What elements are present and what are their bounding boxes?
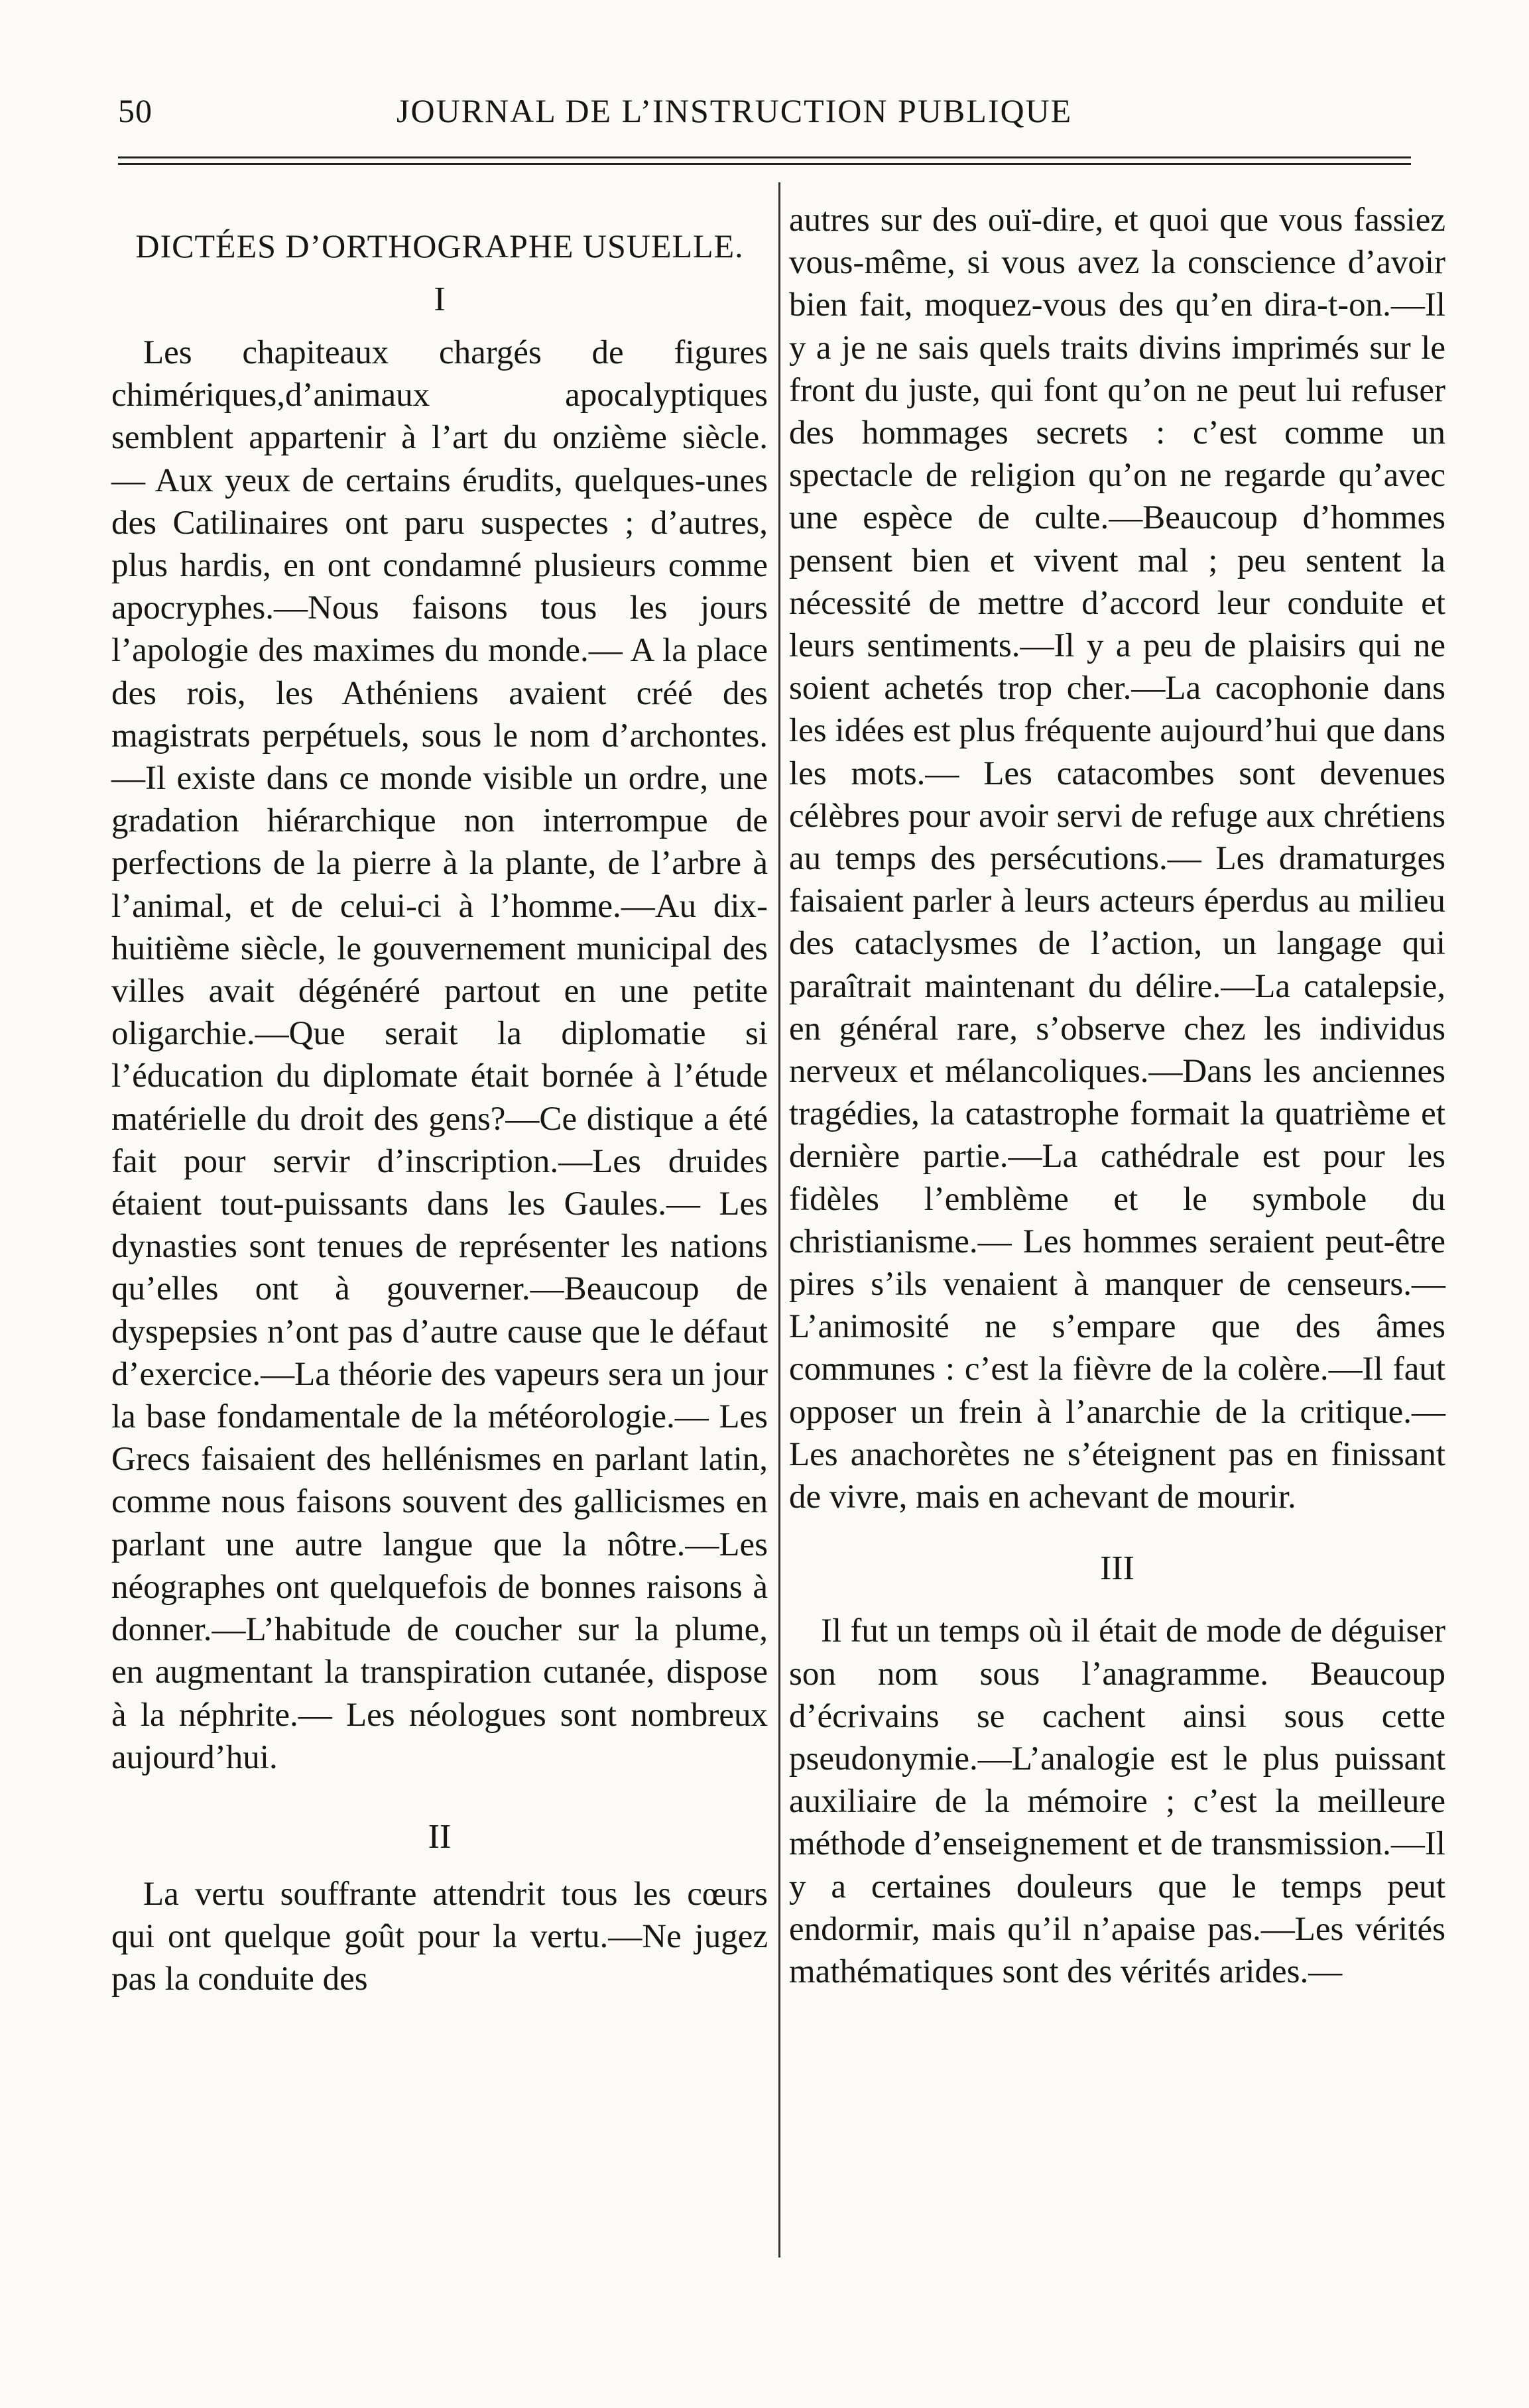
section-3-text: Il fut un temps où il était de mode de déguiser son nom sous l’anagramme. Beaucoup d’écrivains se cachent ainsi sous cette pseudonymie.—L’analogie est le plus puissant auxiliaire de la mémoire ; c’est la meilleure méthode d’enseignement et de transmission.—Il y a certaines douleurs que le temps peut endormir, mais qu’il n’apaise pas.—Les vérités mathématiques sont des vérités arides.—: [789, 1612, 1445, 1990]
right-column: [789, 199, 1445, 1993]
section-2-text-continued: autres sur des ouï-dire, et quoi que vous fassiez vous-même, si vous avez la conscience d’avoir bien fait, moquez-vous des qu’en dira-t-on.—Il y a je ne sais quels traits divins imprimés sur le front du juste, qui font qu’on ne peut lui refuser des hommages secrets : c’est comme un spectacle de religion qu’on ne regarde qu’avec une espèce de culte.—Beaucoup d’hommes pensent bien et vivent mal ; peu sentent la nécessité de mettre d’accord leur conduite et leurs sentiments.—Il y a peu de plaisirs qui ne soient achetés trop cher.—La cacophonie dans les idées est plus fréquente aujourd’hui que dans les mots.— Les catacombes sont devenues célèbres pour avoir servi de refuge aux chrétiens au temps des persécutions.— Les dramaturges faisaient parler à leurs acteurs éperdus au milieu des cataclysmes de l’action, un langage qui paraîtrait maintenant du délire.—La catalepsie, en général rare, s’observe chez les individus nerveux et mélancoliques.—Dans les anciennes tragédies, la catastrophe formait la quatrième et dernière partie.—La cathédrale est pour les fidèles l’emblème et le symbole du christianisme.— Les hommes seraient peut-être pires s’ils venaient à manquer de censeurs.—L’animosité ne s’empare que des âmes communes : c’est la fièvre de la colère.—Il faut opposer un frein à l’anarchie de la critique.—Les anachorètes ne s’éteignent pas en finissant de vivre, mais en achevant de mourir.: [789, 202, 1445, 1516]
section-1-text: Les chapiteaux chargés de figures chimériques,d’animaux apocalyptiques semblent appartenir à l’art du onzième siècle. — Aux yeux de certains érudits, quelques-unes des Catilinaires ont paru suspectes ; d’autres, plus hardis, en ont condamné plusieurs comme apocryphes.—Nous faisons tous les jours l’apologie des maximes du monde.— A la place des rois, les Athéniens avaient créé des magistrats perpétuels, sous le nom d’archontes.—Il existe dans ce monde visible un ordre, une gradation hiérarchique non interrompue de perfections de la pierre à la plante, de l’arbre à l’animal, et de celui-ci à l’homme.—Au dix-huitième siècle, le gouvernement municipal des villes avait dégénéré partout en une petite oligarchie.—Que serait la diplomatie si l’éducation du diplomate était bornée à l’étude matérielle du droit des gens?—Ce distique a été fait pour servir d’inscription.—Les druides étaient tout-puissants dans les Gaules.— Les dynasties sont tenues de représenter les nations qu’elles ont à gouverner.—Beaucoup de dyspepsies n’ont pas d’autre cause que le défaut d’exercice.—La théorie des vapeurs sera un jour la base fondamentale de la météorologie.— Les Grecs faisaient des hellénismes en parlant latin, comme nous faisons souvent des gallicismes en parlant une autre langue que la nôtre.—Les néographes ont quelquefois de bonnes raisons à donner.—L’habitude de coucher sur la plume, en augmentant la transpiration cutanée, dispose à la néphrite.— Les néologues sont nombreux aujourd’hui.: [111, 334, 768, 1776]
article-title: DICTÉES D’ORTHOGRAPHE USUELLE.: [135, 227, 744, 265]
page-header: [118, 91, 1179, 131]
section-number-1: I: [434, 280, 446, 318]
running-head: JOURNAL DE L’INSTRUCTION PUBLIQUE: [397, 92, 1073, 129]
header-rule-top: [118, 156, 1411, 158]
column-divider: [778, 182, 780, 2258]
header-rule-bottom: [118, 163, 1411, 165]
left-column: [111, 199, 768, 2001]
section-2-text-start: La vertu souffrante attendrit tous les cœurs qui ont quelque goût pour la vertu.—Ne jugez pas la conduite des: [111, 1875, 768, 1998]
section-number-3: III: [1100, 1549, 1134, 1588]
section-number-2: II: [428, 1817, 452, 1856]
page-number: 50: [118, 92, 153, 129]
